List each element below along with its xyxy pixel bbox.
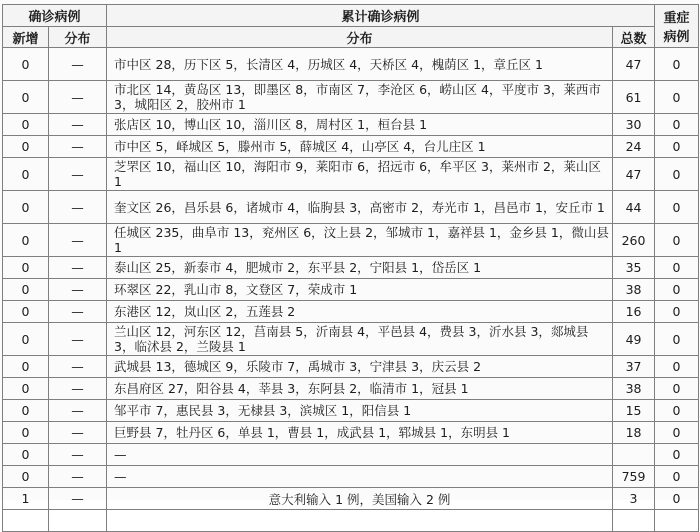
cell-dist-dash: — [49,444,107,466]
cell-districts: 张店区 10，博山区 10，淄川区 8，周村区 1，桓台县 1 [107,114,613,136]
cell-severe: 0 [655,422,699,444]
table-row [3,191,699,224]
cell-severe: 0 [655,191,699,224]
cell-severe: 0 [655,356,699,378]
cell-total: 38 [613,279,655,301]
cell-dist-dash: — [49,400,107,422]
cell-total: 47 [613,48,655,81]
cell-new: 0 [3,279,49,301]
cell-dist-dash: — [49,378,107,400]
case-table [2,4,699,532]
cell-total: 44 [613,191,655,224]
cell-severe: 0 [655,466,699,488]
cell-total: 759 [613,466,655,488]
cell-districts: 市中区 28，历下区 5，长清区 4，历城区 4，天桥区 4，槐荫区 1，章丘区 1 [107,48,613,81]
cell-districts: 市北区 14，黄岛区 13，即墨区 8，市南区 7，李沧区 6，崂山区 4，平度市 3，莱西市 3，城阳区 2，胶州市 1 [107,81,613,114]
cell-severe: 0 [655,81,699,114]
cell-new: 0 [3,466,49,488]
cell-dist-dash: — [49,422,107,444]
cell-total: 37 [613,356,655,378]
cell-severe: 0 [655,224,699,257]
cell-total: 15 [613,400,655,422]
header-confirmed: 确诊病例 [3,5,107,27]
cell-districts: — [107,466,613,488]
cell-districts: 邹平市 7，惠民县 3，无棣县 3，滨城区 1，阳信县 1 [107,400,613,422]
cell-new: 0 [3,158,49,191]
table-row [3,48,699,81]
table-row [3,444,699,466]
cell-dist-dash: — [49,114,107,136]
cell-severe: 0 [655,158,699,191]
cell-dist-dash: — [49,257,107,279]
cell-districts: 环翠区 22，乳山市 8，文登区 7，荣成市 1 [107,279,613,301]
cell-new: 0 [3,400,49,422]
table-row [3,114,699,136]
table-row [3,301,699,323]
cell-districts: 任城区 235，曲阜市 13，兖州区 6，汶上县 2，邹城市 1，嘉祥县 1，金乡县 1，微山县 1 [107,224,613,257]
table-row [3,466,699,488]
cell-districts: — [107,444,613,466]
table-row [3,510,699,532]
table-row [3,81,699,114]
cell-districts: 兰山区 12，河东区 12，莒南县 5，沂南县 4，平邑县 4，费县 3，沂水县 3，郯城县 3，临沭县 2，兰陵县 1 [107,323,613,356]
cell-total: 30 [613,114,655,136]
cell-new: 0 [3,257,49,279]
cell-dist-dash: — [49,136,107,158]
cell-dist-dash: — [49,81,107,114]
cell-dist-dash [49,510,107,532]
table-row [3,158,699,191]
cell-new: 0 [3,378,49,400]
cell-severe: 0 [655,400,699,422]
cell-total: 49 [613,323,655,356]
cell-total: 61 [613,81,655,114]
cell-new [3,510,49,532]
cell-districts: 芝罘区 10，福山区 10，海阳市 9，莱阳市 6，招远市 6，牟平区 3，莱州市 2，莱山区 1 [107,158,613,191]
cell-dist-dash: — [49,158,107,191]
header-severe [655,5,699,48]
cell-total: 3 [613,488,655,510]
table-row [3,257,699,279]
cell-severe: 0 [655,301,699,323]
cell-districts: 意大利输入 1 例，美国输入 2 例 [107,488,613,510]
cell-severe [655,510,699,532]
cell-total: 260 [613,224,655,257]
cell-severe: 0 [655,323,699,356]
cell-dist-dash: — [49,323,107,356]
cell-total: 24 [613,136,655,158]
cell-districts: 市中区 5，峄城区 5，滕州市 5，薛城区 4，山亭区 4，台儿庄区 1 [107,136,613,158]
cell-new: 0 [3,48,49,81]
cell-districts: 东昌府区 27，阳谷县 4，莘县 3，东阿县 2，临清市 1，冠县 1 [107,378,613,400]
table-row [3,323,699,356]
cell-dist-dash: — [49,466,107,488]
cell-new: 0 [3,191,49,224]
cell-dist-dash: — [49,224,107,257]
table-row [3,378,699,400]
cell-dist-dash: — [49,356,107,378]
cell-severe: 0 [655,136,699,158]
cell-new: 0 [3,136,49,158]
cell-total: 35 [613,257,655,279]
cell-new: 0 [3,323,49,356]
header-total: 总数 [613,27,655,48]
cell-severe: 0 [655,48,699,81]
cell-districts: 东港区 12，岚山区 2，五莲县 2 [107,301,613,323]
cell-total: 16 [613,301,655,323]
cell-districts: 泰山区 25，新泰市 4，肥城市 2，东平县 2，宁阳县 1，岱岳区 1 [107,257,613,279]
cell-districts: 奎文区 26，昌乐县 6，诸城市 4，临朐县 3，高密市 2，寿光市 1，昌邑市 1，安丘市 1 [107,191,613,224]
header-dist1: 分布 [49,27,107,48]
cell-dist-dash: — [49,301,107,323]
table-row [3,356,699,378]
cell-new: 0 [3,356,49,378]
table-row [3,136,699,158]
cell-total: 47 [613,158,655,191]
cell-dist-dash: — [49,48,107,81]
cell-severe: 0 [655,279,699,301]
cell-severe: 0 [655,378,699,400]
cell-total [613,510,655,532]
header-cumulative: 累计确诊病例 [107,5,655,27]
cell-total: 38 [613,378,655,400]
cell-new: 0 [3,422,49,444]
cell-severe: 0 [655,257,699,279]
table-row [3,422,699,444]
cell-dist-dash: — [49,191,107,224]
table-row [3,488,699,510]
table-row [3,224,699,257]
cell-severe: 0 [655,488,699,510]
cell-new: 0 [3,301,49,323]
table-row [3,400,699,422]
cell-districts: 武城县 13，德城区 9，乐陵市 7，禹城市 3，宁津县 3，庆云县 2 [107,356,613,378]
cell-severe: 0 [655,444,699,466]
cell-new: 1 [3,488,49,510]
cell-new: 0 [3,224,49,257]
cell-new: 0 [3,114,49,136]
header-new: 新增 [3,27,49,48]
cell-dist-dash: — [49,279,107,301]
cell-dist-dash: — [49,488,107,510]
header-dist2: 分布 [107,27,613,48]
header-severe-line1: 重症 [663,11,690,26]
cell-new: 0 [3,444,49,466]
table-row [3,279,699,301]
cell-new: 0 [3,81,49,114]
cell-districts: 巨野县 7，牡丹区 6，单县 1，曹县 1，成武县 1，郓城县 1，东明县 1 [107,422,613,444]
header-severe-line2: 病例 [663,30,690,45]
cell-districts [107,510,613,532]
cell-severe: 0 [655,114,699,136]
cell-total: 18 [613,422,655,444]
cell-total [613,444,655,466]
